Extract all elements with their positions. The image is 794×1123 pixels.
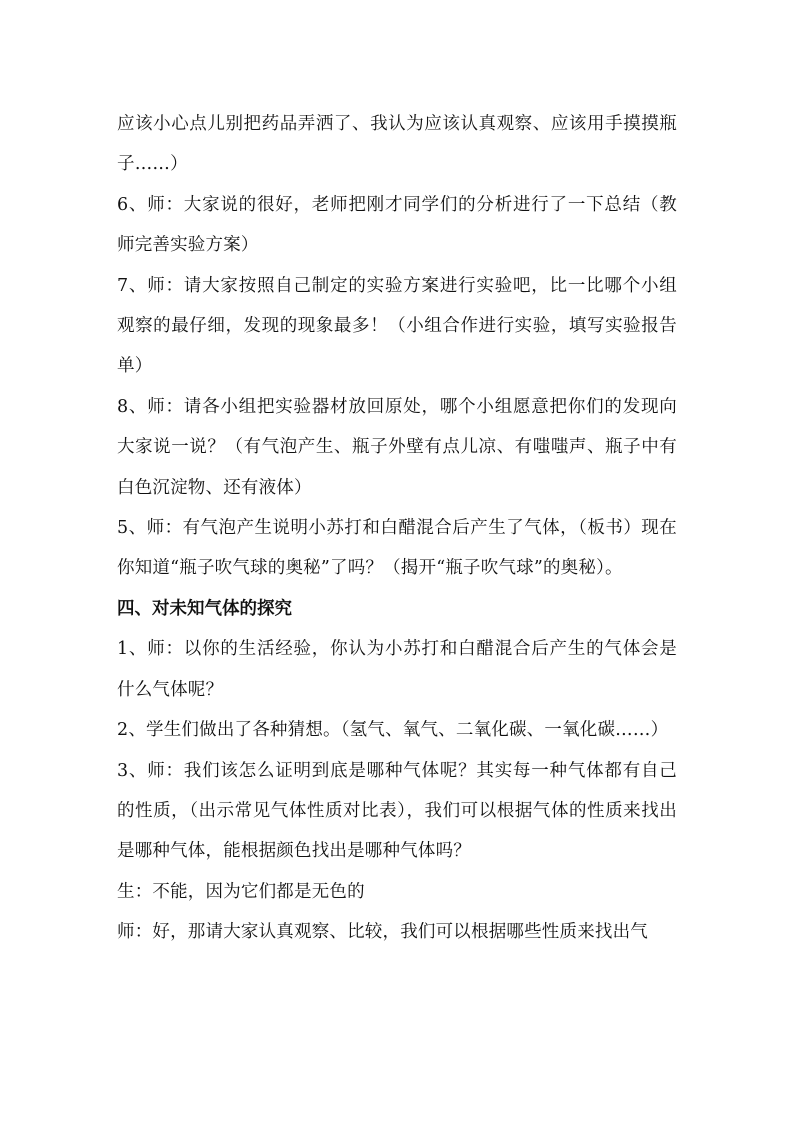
- paragraph-step-6: 6、师：大家说的很好，老师把刚才同学们的分析进行了一下总结（教师完善实验方案）: [117, 194, 677, 256]
- paragraph-step-5: 5、师：有气泡产生说明小苏打和白醋混合后产生了气体，（板书）现在你知道“瓶子吹气球的奥秘”了吗？（揭开“瓶子吹气球”的奥秘）。: [117, 518, 677, 579]
- paragraph-student-answer: 生：不能，因为它们都是无色的: [117, 881, 365, 902]
- paragraph-step-2: 2、学生们做出了各种猜想。（氢气、氧气、二氧化碳、一氧化碳……）: [117, 720, 669, 741]
- paragraph-continuation: 应该小心点儿别把药品弄洒了、我认为应该认真观察、应该用手摸摸瓶子……）: [117, 114, 677, 175]
- paragraph-teacher-prompt: 师：好，那请大家认真观察、比较，我们可以根据哪些性质来找出气: [117, 922, 648, 943]
- paragraph-step-1: 1、师：以你的生活经验，你认为小苏打和白醋混合后产生的气体会是什么气体呢？: [117, 639, 677, 700]
- paragraph-step-3: 3、师：我们该怎么证明到底是哪种气体呢？其实每一种气体都有自己的性质，（出示常见气体性质对比表），我们可以根据气体的性质来找出是哪种气体，能根据颜色找出是哪种气体吗？: [117, 760, 677, 862]
- paragraph-step-7: 7、师：请大家按照自己制定的实验方案进行实验吧，比一比哪个小组观察的最仔细，发现的现象最多！（小组合作进行实验，填写实验报告单）: [117, 275, 677, 377]
- section-heading: 四、对未知气体的探究: [117, 598, 292, 619]
- paragraph-step-8: 8、师：请各小组把实验器材放回原处，哪个小组愿意把你们的发现向大家说一说？（有气泡产生、瓶子外壁有点儿凉、有嗤嗤声、瓶子中有白色沉淀物、还有液体）: [117, 396, 677, 498]
